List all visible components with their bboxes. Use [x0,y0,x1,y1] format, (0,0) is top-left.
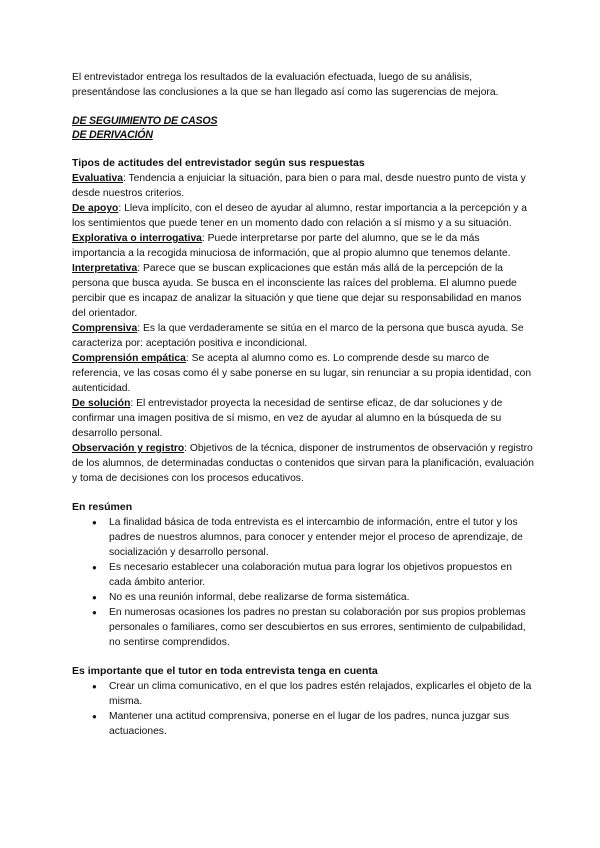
list-item-text: Mantener una actitud comprensiva, ponerse en el lugar de los padres, nunca juzgar sus actuaciones. [109,711,510,737]
bullet-icon: ● [92,712,97,721]
attitude-sep: : [137,263,141,274]
attitude-term: Observación y registro [72,443,185,454]
list-item-text: No es una reunión informal, debe realizarse de forma sistemática. [109,592,410,603]
attitude-sep: : [184,443,188,454]
important-heading: Es importante que el tutor en toda entrevista tenga en cuenta [72,665,378,677]
list-item [92,605,534,650]
list-item [92,590,534,605]
section-title-seguimiento: DE SEGUIMIENTO DE CASOS [72,115,218,127]
bullet-icon: ● [92,608,97,617]
attitude-sep: : [201,233,205,244]
list-item-text: Es necesario establecer una colaboración mutua para lograr los objetivos propuestos en cada ámbito anterior. [109,562,512,588]
attitude-item [72,261,534,321]
section-title-derivacion: DE DERIVACIÓN [72,129,153,141]
bullet-icon: ● [92,593,97,602]
attitude-sep: : [118,203,122,214]
list-item [92,679,534,709]
attitude-text: Puede interpretarse por parte del alumno, que se le da más importancia a la recogida minuciosa de información, que al propio alumno que tenemos delante. [72,233,511,259]
attitude-term: Explorativa o interrogativa [72,233,202,244]
attitude-sep: : [130,398,134,409]
important-list [72,679,534,739]
attitude-text: Se acepta al alumno como es. Lo comprende desde su marco de referencia, ve las cosas como él y sabe ponerse en su lugar, sin renunciar a su propia identidad, con autenticidad. [72,353,532,394]
attitude-item [72,351,534,396]
attitude-item [72,231,534,261]
spacer [72,650,534,664]
summary-heading: En resúmen [72,501,133,513]
attitude-sep: : [122,173,126,184]
attitude-term: De solución [72,398,131,409]
list-item-text: La finalidad básica de toda entrevista es el intercambio de información, entre el tutor y los padres de nuestros alumnos, para conocer y entender mejor el proceso de aprendizaje, de socialización y desarrollo personal. [109,517,523,558]
list-item [92,560,534,590]
attitude-text: El entrevistador proyecta la necesidad de sentirse eficaz, de dar soluciones y de confirmar una imagen positiva de sí mismo, en vez de ayudar al alumno en la búsqueda de su desarrollo personal. [72,398,503,439]
attitude-item [72,201,534,231]
attitudes-list [72,171,534,486]
attitude-sep: : [185,353,189,364]
attitude-item [72,171,534,201]
list-item [92,515,534,560]
attitude-text: Tendencia a enjuiciar la situación, para bien o para mal, desde nuestro punto de vista y desde nuestros criterios. [72,173,526,199]
attitude-text: Parece que se buscan explicaciones que están más allá de la percepción de la persona que busca ayuda. Se busca en el inconsciente las raíces del problema. El alumno puede percibir que es incapaz de analizar la situación y que tiene que dejar su responsabilidad en manos del orientador. [72,263,522,319]
attitude-term: Comprensión empática [72,353,186,364]
attitude-text: Objetivos de la técnica, disponer de instrumentos de observación y registro de los alumnos, de determinadas conductas o contenidos que sirvan para la planificación, evaluación y toma de decisiones con los procesos educativos. [72,443,534,484]
document-page [72,70,534,739]
list-item-text: Crear un clima comunicativo, en el que los padres estén relajados, explicarles el objeto de la misma. [109,681,532,707]
bullet-icon: ● [92,563,97,572]
attitude-term: De apoyo [72,203,119,214]
summary-list [72,515,534,650]
attitude-text: Es la que verdaderamente se sitúa en el marco de la persona que busca ayuda. Se caracteriza por: aceptación positiva e incondicional. [72,323,524,349]
attitude-term: Evaluativa [72,173,123,184]
attitude-term: Comprensiva [72,323,138,334]
spacer [72,486,534,500]
attitudes-heading: Tipos de actitudes del entrevistador según sus respuestas [72,157,365,169]
attitude-term: Interpretativa [72,263,138,274]
list-item [92,709,534,739]
bullet-icon: ● [92,682,97,691]
attitude-item [72,441,534,486]
attitude-item [72,396,534,441]
attitude-sep: : [137,323,141,334]
bullet-icon: ● [92,518,97,527]
attitude-item [72,321,534,351]
list-item-text: En numerosas ocasiones los padres no prestan su colaboración por sus propios problemas personales o familiares, como ser descubiertos en sus errores, sentimiento de culpabilidad, no sentirse comprendidos. [109,607,526,648]
attitude-text: Lleva implícito, con el deseo de ayudar al alumno, restar importancia a la percepción y a los sentimientos que puede tener en un momento dado con relación a sí mismo y a su situación. [72,203,528,229]
intro-paragraph: El entrevistador entrega los resultados de la evaluación efectuada, luego de su análisis, presentándose las conclusiones a la que se han llegado así como las sugerencias de mejora. [72,72,499,98]
